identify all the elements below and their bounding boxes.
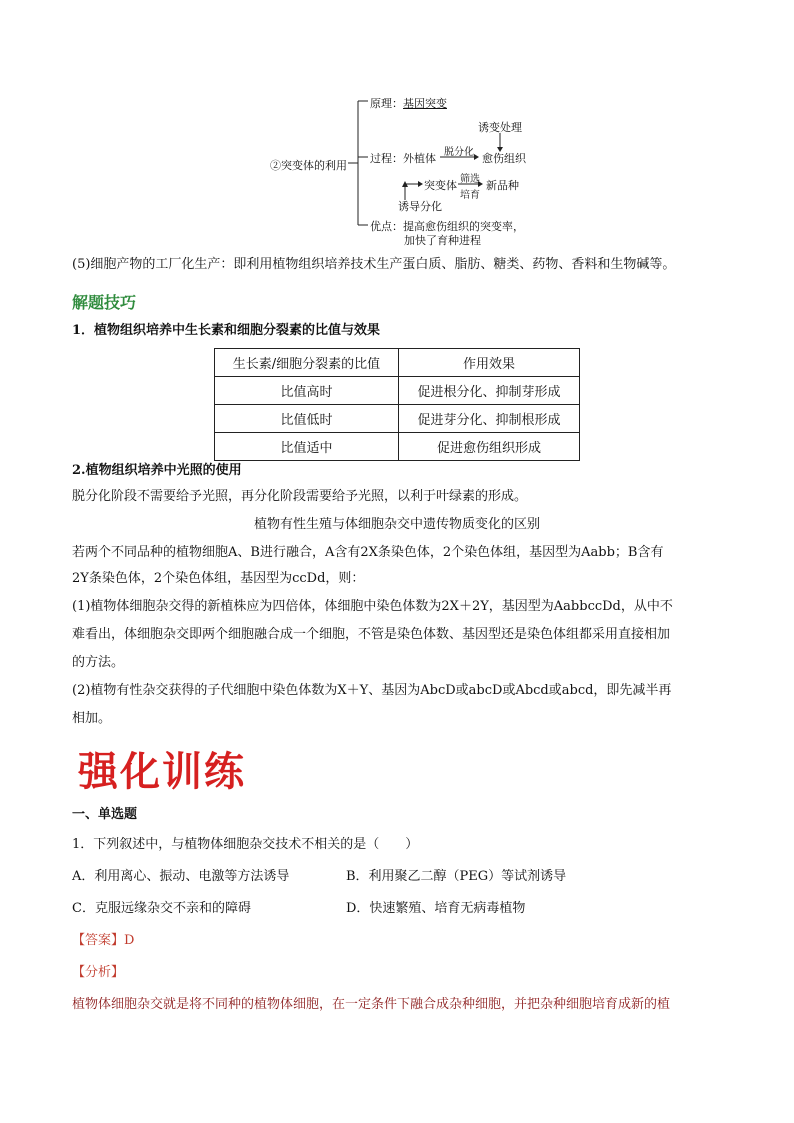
- section-1-title: 1．植物组织培养中生长素和细胞分裂素的比值与效果: [72, 323, 381, 338]
- section-2-text: 脱分化阶段不需要给予光照，再分化阶段需要给予光照，以利于叶绿素的形成。: [72, 489, 528, 504]
- advantage-line-1: 优点：提高愈伤组织的突变率，: [370, 220, 524, 233]
- paragraph-line: 难看出，体细胞杂交即两个细胞融合成一个细胞，不管是染色体数、基因型还是染色体组都采用直接相加: [72, 627, 671, 642]
- table-cell: 比值低时: [215, 405, 399, 433]
- table-header-cell: 生长素/细胞分裂素的比值: [215, 349, 399, 377]
- mutagen-label: 诱变处理: [478, 121, 522, 134]
- mutant-label: 突变体: [424, 179, 457, 192]
- question-1: 1．下列叙述中，与植物体细胞杂交技术不相关的是（ ）: [72, 837, 419, 852]
- principle-prefix: 原理：: [370, 97, 403, 110]
- option-b: B．利用聚乙二醇（PEG）等试剂诱导: [346, 869, 567, 884]
- table-cell: 比值高时: [215, 377, 399, 405]
- option-c: C．克服远缘杂交不亲和的障碍: [72, 901, 251, 916]
- screen-bottom-label: 培育: [460, 190, 480, 201]
- table-header-cell: 作用效果: [399, 349, 580, 377]
- answer: [72, 928, 134, 954]
- table-cell: 促进芽分化、抑制根形成: [399, 405, 580, 433]
- diagram-lines: [0, 0, 794, 250]
- table-cell: 比值适中: [215, 433, 399, 461]
- section-2-title: 2.植物组织培养中光照的使用: [72, 463, 242, 478]
- table-row: [215, 377, 580, 405]
- analysis-text: 植物体细胞杂交就是将不同种的植物体细胞，在一定条件下融合成杂种细胞，并把杂种细胞培育成新的植: [72, 997, 671, 1012]
- skills-heading: 解题技巧: [72, 293, 137, 312]
- table-cell: 促进愈伤组织形成: [399, 433, 580, 461]
- table-cell: 促进根分化、抑制芽形成: [399, 377, 580, 405]
- paragraph-line: 相加。: [72, 711, 112, 726]
- induce-diff-label: 诱导分化: [398, 200, 442, 213]
- principle-value: 基因突变: [403, 97, 447, 110]
- diagram-left-label: ②突变体的利用: [270, 159, 347, 172]
- paragraph-5: (5)细胞产物的工厂化生产：即利用植物组织培养技术生产蛋白质、脂肪、糖类、药物、香料和生物碱等。: [72, 257, 676, 272]
- table-header-row: [215, 349, 580, 377]
- mutant-utilization-diagram: [0, 0, 794, 250]
- answer-value: D: [124, 933, 135, 948]
- table-row: [215, 433, 580, 461]
- analysis-label: 【分析】: [72, 965, 125, 980]
- training-title: 强化训练: [78, 748, 246, 795]
- paragraph-line: (2)植物有性杂交获得的子代细胞中染色体数为X＋Y、基因为AbcD或abcD或Abcd或abcd，即先减半再: [72, 683, 672, 698]
- paragraph-line: 若两个不同品种的植物细胞A、B进行融合，A含有2X条染色体，2个染色体组，基因型为Aabb；B含有: [72, 545, 664, 560]
- option-d: D．快速繁殖、培育无病毒植物: [346, 901, 526, 916]
- paragraph-line: (1)植物体细胞杂交得的新植株应为四倍体，体细胞中染色体数为2X＋2Y，基因型为AabbccDd，从中不: [72, 599, 673, 614]
- callus-label: 愈伤组织: [482, 152, 526, 165]
- option-a: A．利用离心、振动、电激等方法诱导: [72, 869, 290, 884]
- new-variety-label: 新品种: [486, 179, 519, 192]
- section-single-choice: 一、单选题: [72, 807, 138, 822]
- advantage-line-2: 加快了育种进程: [404, 234, 481, 247]
- diagram-principle: [370, 95, 447, 111]
- hormone-ratio-table: [214, 348, 580, 461]
- table-row: [215, 405, 580, 433]
- answer-label: 【答案】: [72, 933, 125, 948]
- paragraph-line: 2Y条染色体，2个染色体组，基因型为ccDd，则：: [72, 571, 365, 586]
- paragraph-line: 的方法。: [72, 655, 125, 670]
- process-prefix: 过程：外植体: [370, 152, 436, 165]
- dediff-label: 脱分化: [444, 147, 474, 158]
- screen-top-label: 筛选: [460, 174, 480, 185]
- subtitle: 植物有性生殖与体细胞杂交中遗传物质变化的区别: [253, 517, 540, 532]
